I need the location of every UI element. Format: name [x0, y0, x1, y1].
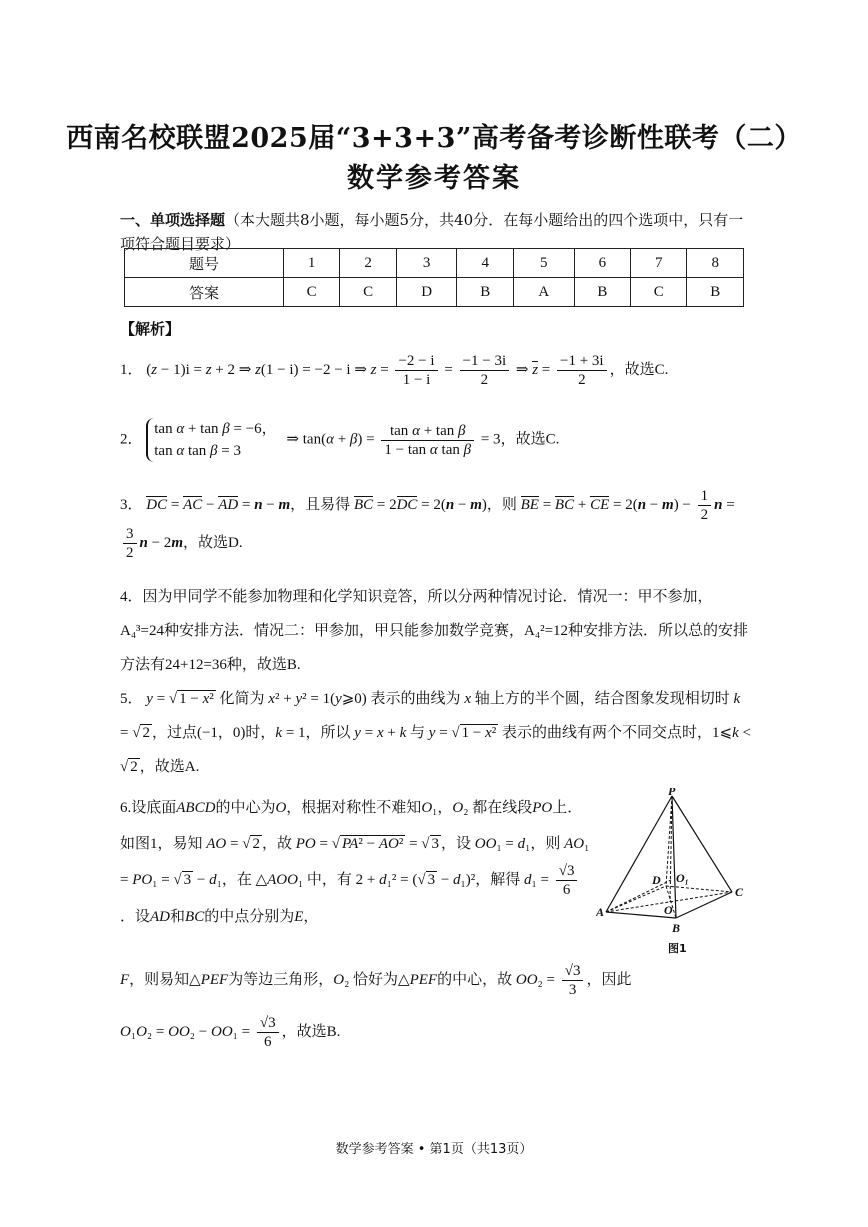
figure-label: C: [735, 885, 744, 899]
page-subtitle: 数学参考答案: [347, 163, 521, 194]
solution-4: [120, 580, 752, 682]
solution-6: 6.设底面ABCD的中心为O，根据对称性不难知O₁，O₂ 都在线段PO上．如图1，易知 AO = √ 2 ，故 PO = √ PA² − AO² = √ 3 ，设 OO₁ = d₁，则 AO₁ = PO₁ = √ 3 − d₁，在 △AOO₁ 中，有 2 + d₁² = (√ 3 − d₁)²，解得 d₁ = $\frac{√3}{6}$ ．设AD和BC的中点分别为E，: [120, 800, 590, 926]
answer-cell: B: [687, 278, 744, 307]
solution-number: 3．: [120, 497, 143, 513]
answer-cell: C: [340, 278, 396, 307]
solution-text: 因为甲同学不能参加物理和化学知识竞答，所以分两种情况讨论．情况一：甲不参加，A₄³=24种安排方法．情况二：甲参加，甲只能参加数学竞赛，A₄²=12种安排方法．所以总的安排方法有24+12=36种，故选B.: [120, 589, 749, 673]
answer-cell: C: [283, 278, 339, 307]
solution-3: 3． DC = AC − AD = n − m，且易得 BC = 2DC = 2(n − m)，则 BE = BC + CE = 2(n − m) − $\frac{1}{2}$ n = $\frac{3}{2}$ n − 2m，故选D.: [120, 488, 735, 562]
edge-bc: [676, 892, 732, 918]
solution-conclusion: ，故选C.: [500, 431, 560, 448]
table-row: [125, 278, 744, 307]
row-label-answer: 答案: [125, 278, 284, 307]
figure-caption: 图1: [668, 942, 687, 955]
figure-label: O₁: [676, 871, 689, 885]
question-number: 3: [396, 249, 457, 278]
answer-cell: B: [457, 278, 513, 307]
solution-number: 4．: [120, 589, 143, 605]
solution-conclusion: ，故选C.: [609, 361, 669, 378]
analysis-label: 【解析】: [120, 320, 181, 338]
figure-label: O: [664, 903, 673, 917]
solution-number: 5．: [120, 691, 143, 707]
figure-label: A: [596, 905, 605, 919]
answer-cell: C: [631, 278, 687, 307]
answer-cell: A: [513, 278, 574, 307]
figure-label: B: [672, 921, 681, 935]
solution-number: 6.: [120, 800, 132, 816]
question-number: 7: [631, 249, 687, 278]
edge-dc: [666, 886, 732, 892]
solution-conclusion: ，故选A.: [139, 759, 200, 775]
solution-1: 1． (z − 1)i = z + 2 ⇒ z(1 − i) = −2 − i ⇒ z = $\frac{-2 - i}{1 - i}$ = $\frac{-1 - 3i}{2}$ ⇒ z = $\frac{-1 + 3i}{2}$ ，故选C.: [120, 353, 669, 388]
answer-cell: D: [396, 278, 457, 307]
solution-number: 1．: [120, 361, 143, 378]
question-number: 1: [283, 249, 339, 278]
question-number: 4: [457, 249, 513, 278]
pyramid-figure: [596, 788, 756, 958]
edge-pb: [672, 796, 676, 918]
table-row: [125, 249, 744, 278]
row-label-number: 题号: [125, 249, 284, 278]
figure-label: D: [652, 873, 661, 887]
solution-number: 2．: [120, 431, 143, 448]
question-number: 6: [574, 249, 630, 278]
solution-conclusion: ，故选D.: [182, 535, 243, 552]
answer-cell: B: [574, 278, 630, 307]
solution-6-continued: F，则易知△PEF为等边三角形，O₂ 恰好为△PEF的中心，故 OO₂ = $\frac{√3}{3}$ ，因此: [120, 963, 632, 999]
question-number: 2: [340, 249, 396, 278]
solution-5: 5． y = √ 1 − x² 化简为 x² + y² = 1(y⩾0) 表示的曲线为 x 轴上方的半个圆，结合图象发现相切时 k = √ 2 ，过点(−1，0)时，k = 1，所以 y = x + k 与 y = √ 1 − x² 表示的曲线有两个不同交点时，1⩽k < √ 2 ，故选A.: [120, 691, 751, 775]
solution-2: 2． tan α + tan β = −6， tan α tan β = 3 ⇒ tan(α + β) = $\frac{\text{tan α + tan β}}{\text{1 − tan α tan β}}$ = 3，故选C.: [120, 418, 752, 462]
page-footer: 数学参考答案 • 第1页（共13页）: [335, 1142, 533, 1157]
question-number: 5: [513, 249, 574, 278]
section-instructions: （本大题共8小题，每小题5分，共40分．在每小题给出的四个选项中，只有一项符合题目要求）: [120, 211, 744, 253]
question-number: 8: [687, 249, 744, 278]
solution-6-final: O₁O₂ = OO₂ − OO₁ = $\frac{√3}{6}$ ，故选B.: [120, 1015, 341, 1051]
figure-label: P: [668, 788, 676, 798]
answer-table: [124, 248, 744, 307]
edge-pa: [606, 796, 672, 912]
page-title: 西南名校联盟2025届“3+3+3”高考备考诊断性联考（二）: [66, 123, 802, 154]
solution-conclusion: ，故选B.: [281, 1024, 341, 1040]
edge-ad: [606, 886, 666, 912]
section-title: 一、单项选择题: [120, 211, 226, 229]
